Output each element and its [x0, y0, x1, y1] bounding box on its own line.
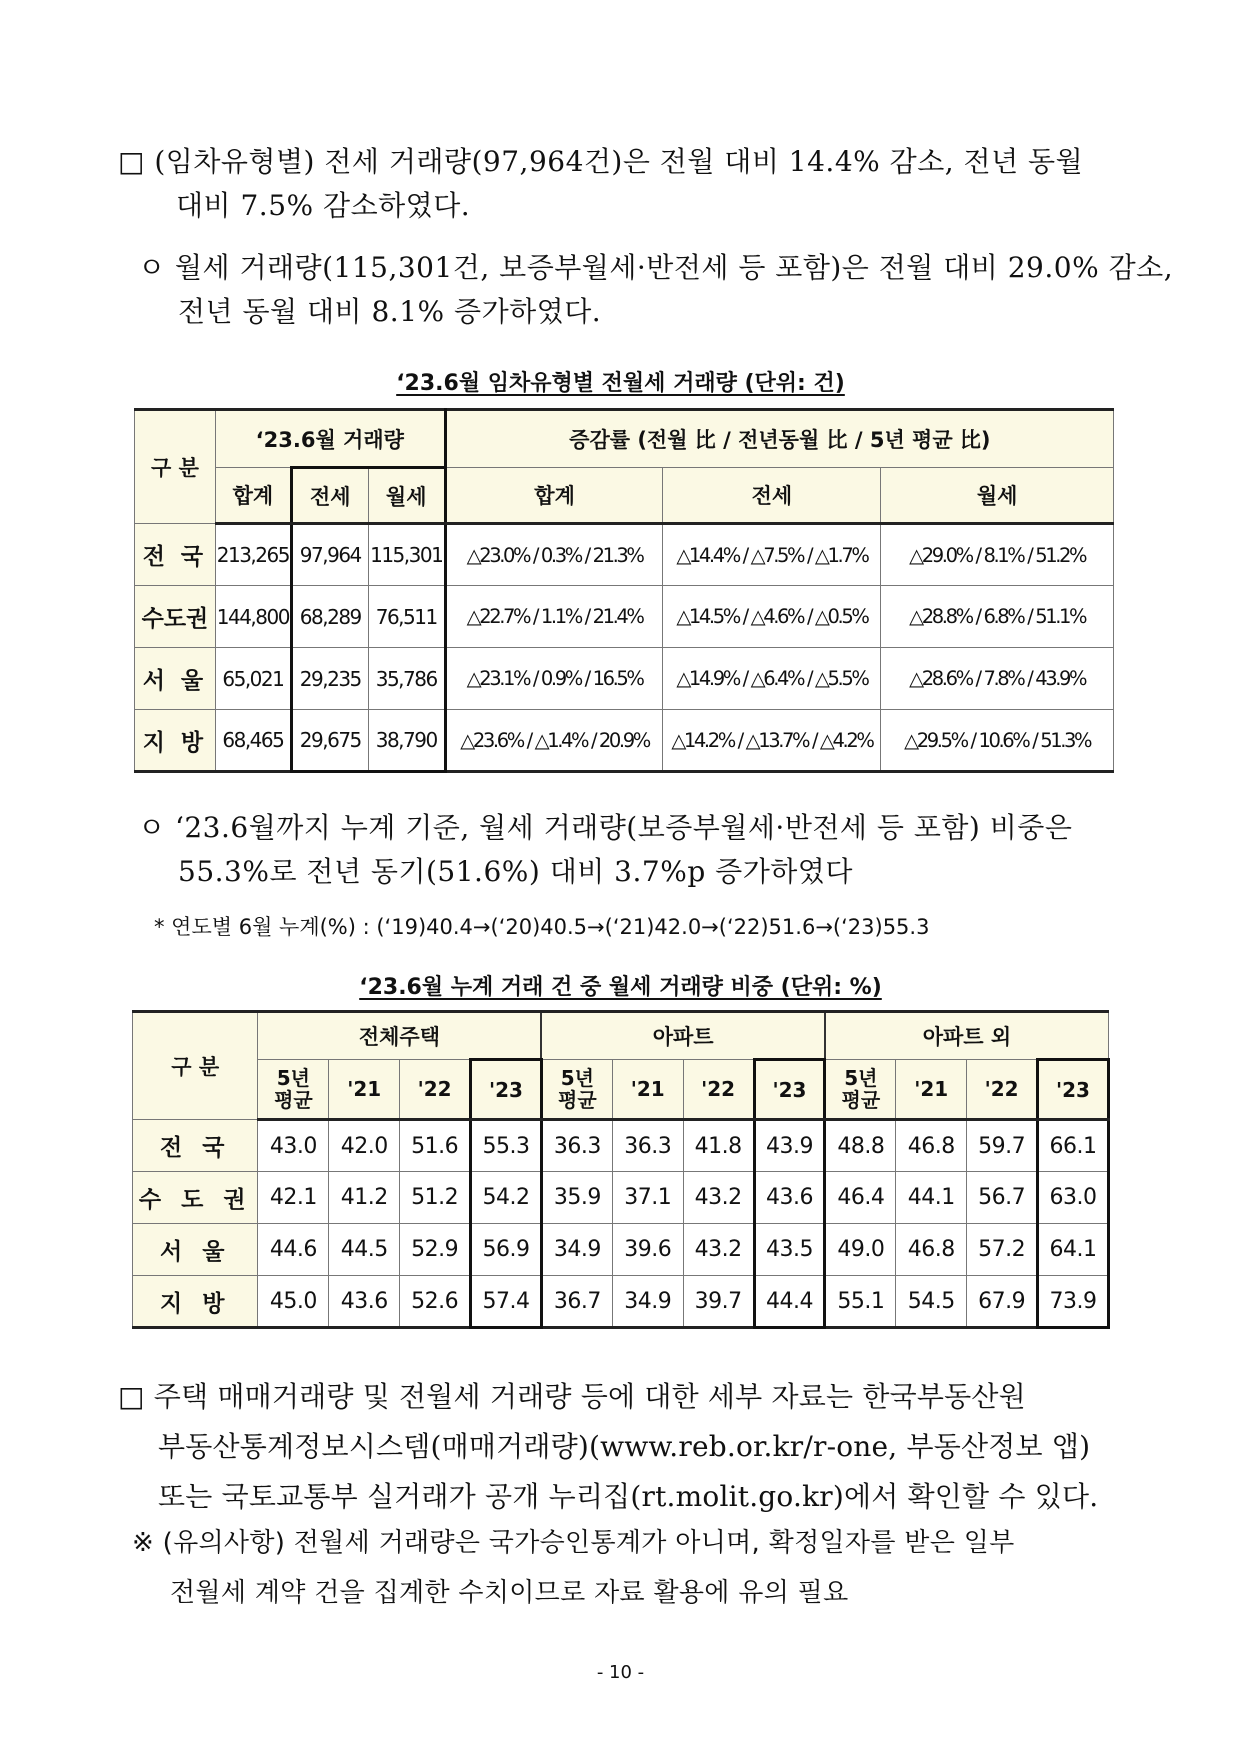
- table-cell: 144,800: [215, 586, 291, 648]
- row-label: 전 국: [133, 1120, 258, 1172]
- table-cell: 41.8: [683, 1120, 754, 1172]
- table-cell: 64.1: [1038, 1224, 1109, 1276]
- table1-corner-header: 구 분: [135, 410, 216, 524]
- table-cell: 42.0: [329, 1120, 400, 1172]
- table-cell: 55.1: [825, 1276, 896, 1328]
- row-label: 지 방: [135, 710, 216, 772]
- table-cell: 36.3: [541, 1120, 612, 1172]
- table-row: [135, 648, 1114, 710]
- table-row: [133, 1276, 1109, 1328]
- table-cell: △22.7% / 1.1% / 21.4%: [445, 586, 663, 648]
- table-cell: △23.0% / 0.3% / 21.3%: [445, 524, 663, 586]
- table-cell: 34.9: [541, 1224, 612, 1276]
- table2-subheader: '21: [612, 1060, 683, 1120]
- table-cell: 43.6: [754, 1172, 825, 1224]
- table-cell: △28.8% / 6.8% / 51.1%: [881, 586, 1114, 648]
- avg-line: 평균: [841, 1088, 881, 1112]
- table-cell: 45.0: [258, 1276, 329, 1328]
- table-cell: △14.9% / △6.4% / △5.5%: [663, 648, 881, 710]
- table-cell: △14.4% / △7.5% / △1.7%: [663, 524, 881, 586]
- table2-subheader-avg: [541, 1060, 612, 1120]
- table-cell: 42.1: [258, 1172, 329, 1224]
- paragraph-line: ㅇ ‘23.6월까지 누계 기준, 월세 거래량(보증부월세·반전세 등 포함) 비중은: [138, 811, 1073, 844]
- table1-caption: ‘23.6월 임차유형별 전월세 거래량 (단위: 건): [396, 371, 845, 396]
- paragraph-line: 55.3%로 전년 동기(51.6%) 대비 3.7%p 증가하였다: [178, 855, 853, 888]
- table-cell: 35,786: [368, 648, 445, 710]
- paragraph-line: 대비 7.5% 감소하였다.: [176, 189, 471, 222]
- table-cell: 43.5: [754, 1224, 825, 1276]
- table-cell: 44.6: [258, 1224, 329, 1276]
- table-cell: 43.2: [683, 1172, 754, 1224]
- rent-volume-table: [134, 408, 1114, 773]
- table1-subheader: 월세: [368, 468, 445, 524]
- table-cell: 38,790: [368, 710, 445, 772]
- table-cell: 44.5: [329, 1224, 400, 1276]
- table2-subheader: '21: [896, 1060, 967, 1120]
- table-row: [135, 524, 1114, 586]
- avg-line: 평균: [274, 1088, 313, 1112]
- table-cell: 56.9: [471, 1224, 542, 1276]
- table-cell: 43.0: [258, 1120, 329, 1172]
- row-label: 지 방: [133, 1276, 258, 1328]
- table-cell: 57.4: [471, 1276, 542, 1328]
- avg-line: 평균: [558, 1088, 597, 1112]
- table-row: [133, 1120, 1109, 1172]
- paragraph-line: ※ (유의사항) 전월세 거래량은 국가승인통계가 아니며, 확정일자를 받은 일부: [132, 1528, 1015, 1558]
- table1-subheader: 합계: [445, 468, 663, 524]
- table-row: [133, 1224, 1109, 1276]
- table2-subheader: '23: [471, 1060, 542, 1120]
- paragraph-rent-type: [118, 140, 1083, 228]
- table-cell: 54.5: [896, 1276, 967, 1328]
- row-label: 전 국: [135, 524, 216, 586]
- table-cell: 51.6: [400, 1120, 471, 1172]
- table-cell: 59.7: [967, 1120, 1038, 1172]
- paragraph-monthly-rent: [138, 246, 1173, 334]
- table1-subheader: 합계: [215, 468, 291, 524]
- table-cell: 52.9: [400, 1224, 471, 1276]
- row-label: 서 울: [135, 648, 216, 710]
- paragraph-notice: [132, 1518, 1015, 1618]
- table-cell: 56.7: [967, 1172, 1038, 1224]
- table-cell: 67.9: [967, 1276, 1038, 1328]
- table-row: [135, 710, 1114, 772]
- table2-subheader: '22: [683, 1060, 754, 1120]
- table2-subheader: '22: [400, 1060, 471, 1120]
- monthly-rent-share-table: [132, 1010, 1110, 1329]
- table-cell: 43.6: [329, 1276, 400, 1328]
- row-label: 수 도 권: [133, 1172, 258, 1224]
- table2-subheader: '23: [754, 1060, 825, 1120]
- table-cell: 44.1: [896, 1172, 967, 1224]
- paragraph-line: 전월세 계약 건을 집계한 수치이므로 자료 활용에 유의 필요: [170, 1578, 849, 1608]
- table-cell: 68,289: [291, 586, 368, 648]
- table-cell: 43.2: [683, 1224, 754, 1276]
- paragraph-line: □ 주택 매매거래량 및 전월세 거래량 등에 대한 세부 자료는 한국부동산원: [118, 1380, 1026, 1413]
- table2-group-header: 아파트: [541, 1012, 824, 1060]
- table-cell: 36.7: [541, 1276, 612, 1328]
- table-cell: 35.9: [541, 1172, 612, 1224]
- paragraph-data-sources: [118, 1372, 1098, 1522]
- table-cell: 57.2: [967, 1224, 1038, 1276]
- table-cell: 29,235: [291, 648, 368, 710]
- avg-line: 5년: [276, 1066, 310, 1090]
- table1-volume-group-header: ‘23.6월 거래량: [215, 410, 445, 468]
- table-cell: 39.6: [612, 1224, 683, 1276]
- avg-line: 5년: [844, 1066, 878, 1090]
- table-cell: 73.9: [1038, 1276, 1109, 1328]
- avg-line: 5년: [560, 1066, 594, 1090]
- table1-subheader: 전세: [663, 468, 881, 524]
- table-cell: △23.6% / △1.4% / 20.9%: [445, 710, 663, 772]
- table2-corner-header: 구 분: [133, 1012, 258, 1120]
- table-cell: △14.5% / △4.6% / △0.5%: [663, 586, 881, 648]
- table-row: [135, 586, 1114, 648]
- table-cell: 52.6: [400, 1276, 471, 1328]
- table-cell: 76,511: [368, 586, 445, 648]
- table1-rate-group-header: 증감률 (전월 比 / 전년동월 比 / 5년 평균 比): [445, 410, 1113, 468]
- table-cell: 41.2: [329, 1172, 400, 1224]
- table-cell: △28.6% / 7.8% / 43.9%: [881, 648, 1114, 710]
- paragraph-line: □ (임차유형별) 전세 거래량(97,964건)은 전월 대비 14.4% 감소, 전년 동월: [118, 145, 1084, 178]
- table-cell: 29,675: [291, 710, 368, 772]
- table-cell: 46.8: [896, 1120, 967, 1172]
- page-number: - 10 -: [596, 1662, 645, 1683]
- table2-subheader: '23: [1038, 1060, 1109, 1120]
- table-cell: △29.0% / 8.1% / 51.2%: [881, 524, 1114, 586]
- yearly-note: [154, 912, 929, 942]
- table2-group-header: 아파트 외: [825, 1012, 1109, 1060]
- table-cell: 37.1: [612, 1172, 683, 1224]
- table-cell: 97,964: [291, 524, 368, 586]
- table2-caption: ‘23.6월 누계 거래 건 중 월세 거래량 비중 (단위: %): [359, 975, 882, 1000]
- paragraph-cumulative-share: [138, 806, 1072, 894]
- table-cell: 46.4: [825, 1172, 896, 1224]
- table-cell: 65,021: [215, 648, 291, 710]
- table-cell: △14.2% / △13.7% / △4.2%: [663, 710, 881, 772]
- table-cell: △29.5% / 10.6% / 51.3%: [881, 710, 1114, 772]
- paragraph-line: 전년 동월 대비 8.1% 증가하였다.: [178, 295, 602, 328]
- table-cell: 66.1: [1038, 1120, 1109, 1172]
- table-cell: 43.9: [754, 1120, 825, 1172]
- table-cell: △23.1% / 0.9% / 16.5%: [445, 648, 663, 710]
- table-row: [133, 1172, 1109, 1224]
- table-cell: 213,265: [215, 524, 291, 586]
- row-label: 서 울: [133, 1224, 258, 1276]
- table-cell: 36.3: [612, 1120, 683, 1172]
- table2-subheader-avg: [258, 1060, 329, 1120]
- table-cell: 48.8: [825, 1120, 896, 1172]
- table-cell: 63.0: [1038, 1172, 1109, 1224]
- table-cell: 46.8: [896, 1224, 967, 1276]
- table-cell: 39.7: [683, 1276, 754, 1328]
- table2-subheader: '22: [967, 1060, 1038, 1120]
- row-label: 수도권: [135, 586, 216, 648]
- paragraph-line: 부동산통계정보시스템(매매거래량)(www.reb.or.kr/r-one, 부동산정보 앱): [158, 1430, 1091, 1463]
- table2-subheader: '21: [329, 1060, 400, 1120]
- table-cell: 51.2: [400, 1172, 471, 1224]
- table-cell: 68,465: [215, 710, 291, 772]
- table-cell: 44.4: [754, 1276, 825, 1328]
- table-cell: 34.9: [612, 1276, 683, 1328]
- table-cell: 54.2: [471, 1172, 542, 1224]
- paragraph-line: ㅇ 월세 거래량(115,301건, 보증부월세·반전세 등 포함)은 전월 대비 29.0% 감소,: [138, 251, 1174, 284]
- table-cell: 55.3: [471, 1120, 542, 1172]
- table2-subheader-avg: [825, 1060, 896, 1120]
- table-cell: 115,301: [368, 524, 445, 586]
- table1-subheader: 전세: [291, 468, 368, 524]
- table2-group-header: 전체주택: [258, 1012, 541, 1060]
- note-line: * 연도별 6월 누계(%) : (‘19)40.4→(‘20)40.5→(‘21)42.0→(‘22)51.6→(‘23)55.3: [154, 915, 930, 939]
- paragraph-line: 또는 국토교통부 실거래가 공개 누리집(rt.molit.go.kr)에서 확인할 수 있다.: [158, 1480, 1099, 1513]
- table-cell: 49.0: [825, 1224, 896, 1276]
- table1-subheader: 월세: [881, 468, 1114, 524]
